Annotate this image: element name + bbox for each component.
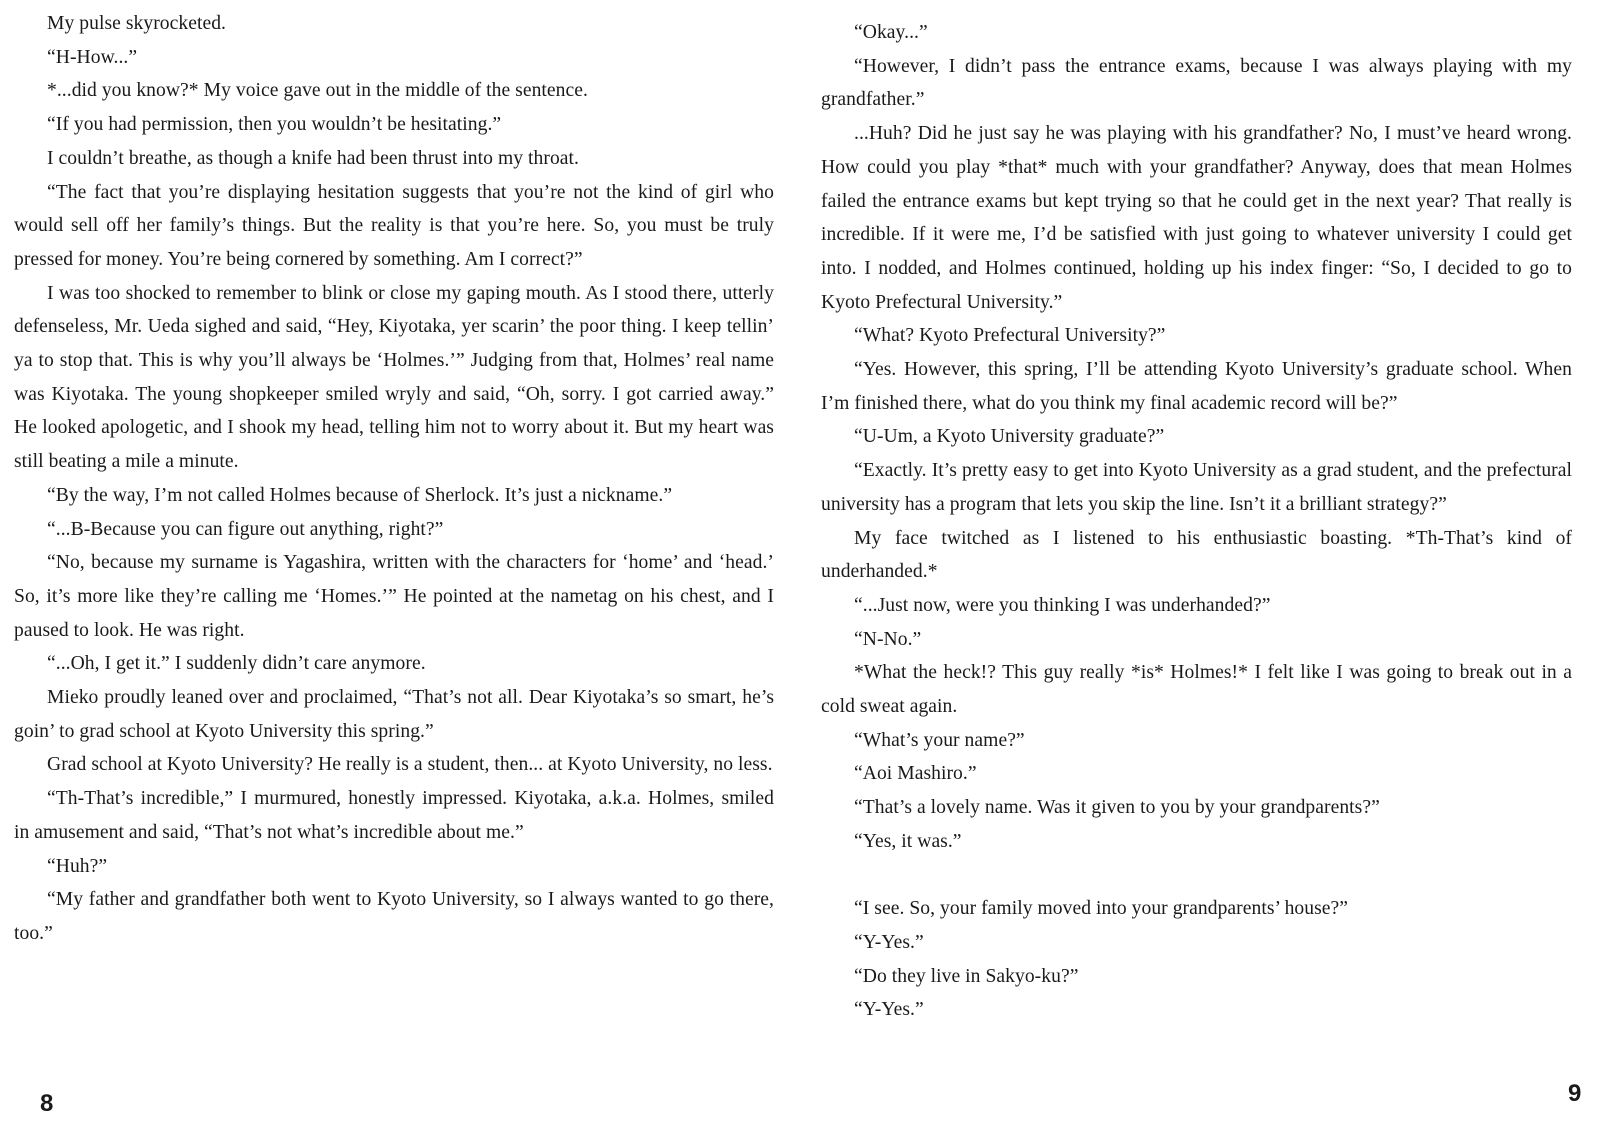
paragraph: “Aoi Mashiro.” bbox=[854, 763, 977, 785]
page-number-left: 8 bbox=[40, 1090, 54, 1117]
paragraph: “Huh?” bbox=[47, 855, 108, 877]
paragraph: “Y-Yes.” bbox=[854, 931, 924, 953]
paragraph: “Th-That’s incredible,” I murmured, honestly impressed. Kiyotaka, a.k.a. Holmes, smiled in amusement and said, “That’s not what’s incredible about me.” bbox=[14, 788, 774, 843]
paragraph: “Do they live in Sakyo-ku?” bbox=[854, 965, 1079, 987]
paragraph: Grad school at Kyoto University? He really is a student, then... at Kyoto University, no less. bbox=[47, 754, 773, 776]
paragraph: *...did you know?* My voice gave out in the middle of the sentence. bbox=[47, 80, 588, 102]
paragraph: “No, because my surname is Yagashira, written with the characters for ‘home’ and ‘head.’ So, it’s more like they’re calling me ‘Homes.’” He pointed at the nametag on his chest, and I paused to look. He was right. bbox=[14, 552, 774, 641]
paragraph: “N-No.” bbox=[854, 628, 922, 650]
paragraph: “U-Um, a Kyoto University graduate?” bbox=[854, 426, 1165, 448]
paragraph: “Exactly. It’s pretty easy to get into Kyoto University as a grad student, and the prefectural university has a program that lets you skip the line. Isn’t it a brilliant strategy?” bbox=[821, 460, 1572, 515]
paragraph: “My father and grandfather both went to Kyoto University, so I always wanted to go there, too.” bbox=[14, 889, 774, 944]
paragraph: My pulse skyrocketed. bbox=[47, 13, 226, 34]
page-number-right: 9 bbox=[1568, 1080, 1582, 1107]
paragraph: “...Oh, I get it.” I suddenly didn’t care anymore. bbox=[47, 653, 426, 675]
paragraph: I couldn’t breathe, as though a knife had been thrust into my throat. bbox=[47, 147, 579, 169]
paragraph: “...B-Because you can figure out anything, right?” bbox=[47, 518, 444, 540]
paragraph: “That’s a lovely name. Was it given to you by your grandparents?” bbox=[854, 797, 1380, 819]
paragraph: “However, I didn’t pass the entrance exams, because I was always playing with my grandfather.” bbox=[821, 55, 1572, 111]
blank-line bbox=[821, 859, 1572, 893]
paragraph: “Yes. However, this spring, I’ll be attending Kyoto University’s graduate school. When I’m finished there, what do you think my final academic record will be?” bbox=[821, 359, 1572, 414]
paragraph: “I see. So, your family moved into your grandparents’ house?” bbox=[854, 898, 1349, 920]
paragraph: “What? Kyoto Prefectural University?” bbox=[854, 325, 1166, 347]
paragraph: “The fact that you’re displaying hesitation suggests that you’re not the kind of girl who would sell off her family’s things. But the reality is that you’re here. So, you must be truly pressed for money. You’re being cornered by something. Am I correct?” bbox=[14, 181, 774, 270]
paragraph: I was too shocked to remember to blink or close my gaping mouth. As I stood there, utterly defenseless, Mr. Ueda sighed and said, “Hey, Kiyotaka, yer scarin’ the poor thing. I keep tellin’ ya to stop that. This is why you’ll always be ‘Holmes.’” Judging from that, Holmes’ real name was Kiyotaka. The young shopkeeper smiled wryly and said, “Oh, sorry. I got carried away.” He looked apologetic, and I shook my head, telling him not to worry about it. But my heart was still beating a mile a minute. bbox=[14, 282, 774, 473]
paragraph: “By the way, I’m not called Holmes because of Sherlock. It’s just a nickname.” bbox=[47, 484, 673, 506]
paragraph: “If you had permission, then you wouldn’t be hesitating.” bbox=[47, 114, 502, 136]
paragraph: My face twitched as I listened to his enthusiastic boasting. *Th-That’s kind of underhanded.* bbox=[821, 527, 1572, 583]
paragraph: Mieko proudly leaned over and proclaimed, “That’s not all. Dear Kiyotaka’s so smart, he’s goin’ to grad school at Kyoto University this spring.” bbox=[14, 687, 774, 742]
right-page bbox=[800, 0, 1600, 1147]
paragraph: “H-How...” bbox=[47, 46, 138, 68]
left-page-text bbox=[14, 7, 774, 951]
paragraph: ...Huh? Did he just say he was playing with his grandfather? No, I must’ve heard wrong. How could you play *that* much with your grandfather? Anyway, does that mean Holmes failed the entrance exams but kept trying so that he could get in the next year? That really is incredible. If it were me, I’d be satisfied with just going to whatever university I could get into. I nodded, and Holmes continued, holding up his index finger: “So, I decided to go to Kyoto Prefectural University.” bbox=[821, 123, 1572, 313]
paragraph: “Okay...” bbox=[854, 22, 928, 43]
right-page-text bbox=[821, 16, 1572, 1027]
paragraph: “Y-Yes.” bbox=[854, 999, 924, 1021]
paragraph: “...Just now, were you thinking I was underhanded?” bbox=[854, 594, 1271, 616]
paragraph: “What’s your name?” bbox=[854, 729, 1025, 751]
paragraph: *What the heck!? This guy really *is* Holmes!* I felt like I was going to break out in a cold sweat again. bbox=[821, 662, 1572, 718]
paragraph: “Yes, it was.” bbox=[854, 830, 962, 852]
